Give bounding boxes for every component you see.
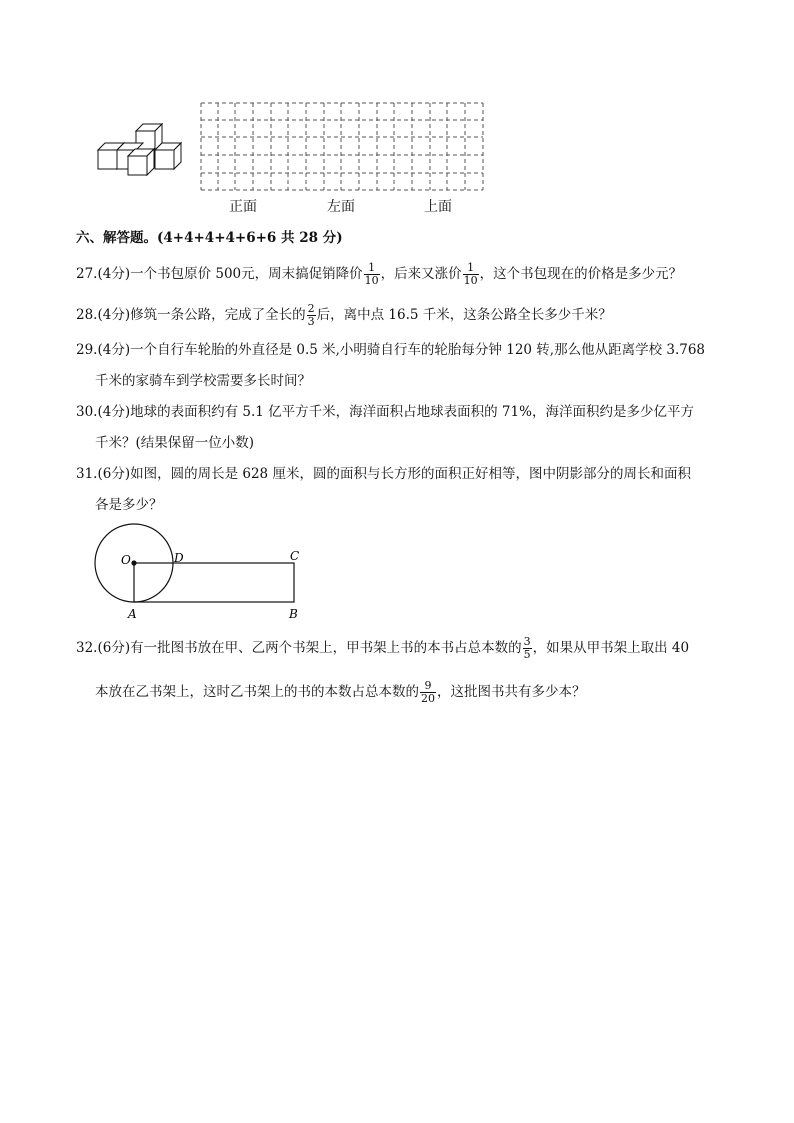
fraction: $\frac{2}{3}$ [307, 302, 315, 328]
question-29-cont: 千米的家骑车到学校需要多长时间？ [95, 373, 311, 389]
view-label-left: 左面 [327, 199, 355, 215]
question-29: 29.(4分)一个自行车轮胎的外直径是 0.5 米,小明骑自行车的轮胎每分钟 120 转,那么他从距离学校 3.768 [76, 342, 706, 358]
label-b: B [289, 607, 298, 621]
question-31-cont: 各是多少？ [95, 497, 163, 513]
fraction: $\frac{9}{20}$ [421, 679, 435, 705]
question-31: 31.(6分)如图，圆的周长是 628 厘米，圆的面积与长方形的面积正好相等，图中阴影部分的周长和面积 [76, 466, 691, 482]
circle-rectangle-figure [88, 522, 318, 624]
question-28: 28.(4分)修筑一条公路，完成了全长的 $\frac{2}{3}$ 后，离中点 16.5 千米，这条公路全长多少千米？ [76, 302, 612, 328]
question-30: 30.(4分)地球的表面积约有 5.1 亿平方千米，海洋面积占地球表面积的 71%，海洋面积约是多少亿平方 [76, 404, 694, 420]
view-label-top: 上面 [424, 199, 452, 215]
section-title: 六、解答题。(4+4+4+4+6+6 共 28 分) [76, 230, 343, 246]
view-grid [198, 100, 486, 194]
label-d: D [174, 551, 184, 565]
question-32-cont: 本放在乙书架上，这时乙书架上的书的本数占总本数的 $\frac{9}{20}$ ，这批图书共有多少本？ [95, 679, 586, 705]
label-o: O [121, 553, 131, 567]
label-c: C [290, 549, 300, 563]
fraction: $\frac{1}{10}$ [463, 261, 478, 287]
question-27: 27.(4分)一个书包原价 500元，周末搞促销降价 $\frac{1}{10}$ ，后来又涨价 $\frac{1}{10}$ ，这个书包现在的价格是多少元？ [76, 261, 683, 287]
label-a: A [128, 607, 137, 621]
cube-stack-figure [92, 118, 188, 182]
question-32: 32.(6分)有一批图书放在甲、乙两个书架上，甲书架上书的本书占总本数的 $\frac{3}{5}$ ，如果从甲书架上取出 40 [76, 635, 690, 661]
fraction: $\frac{1}{10}$ [364, 261, 379, 287]
fraction: $\frac{3}{5}$ [523, 635, 531, 661]
question-30-cont: 千米？(结果保留一位小数) [95, 435, 255, 451]
view-label-front: 正面 [229, 199, 257, 215]
